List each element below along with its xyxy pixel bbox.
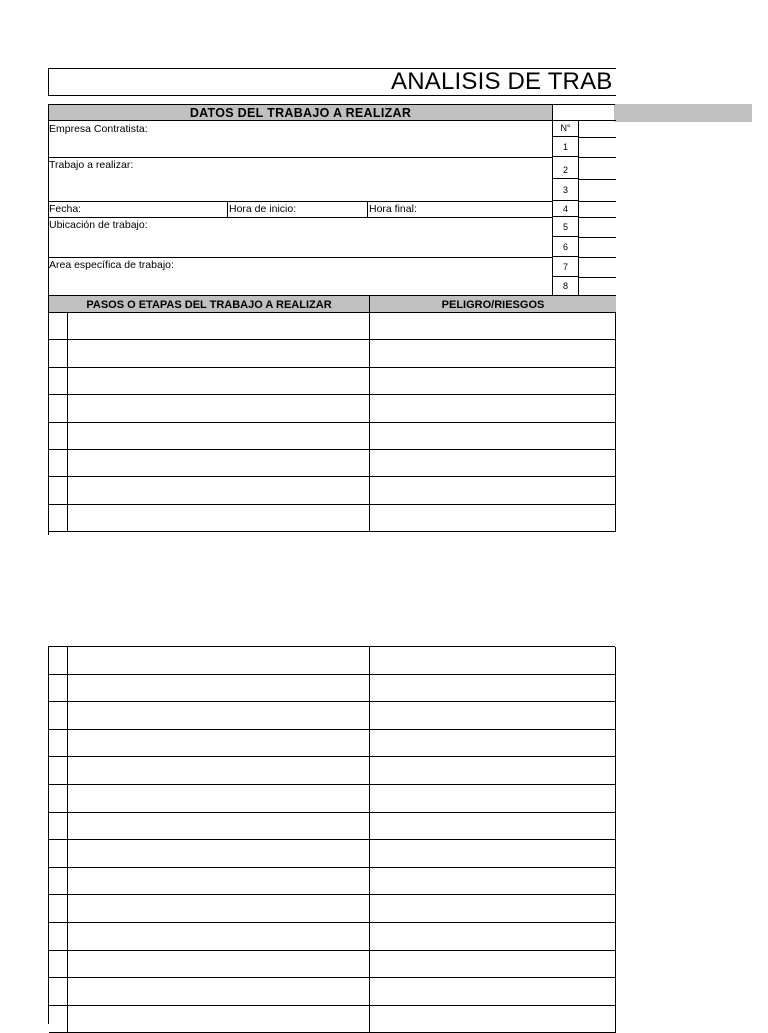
- row-number-cell[interactable]: [49, 923, 68, 950]
- area-label: Area específica de trabajo:: [49, 259, 174, 271]
- step-cell[interactable]: [68, 702, 370, 729]
- num-cell: 7: [552, 257, 578, 277]
- row-number-cell[interactable]: [49, 450, 68, 476]
- risk-cell[interactable]: [370, 978, 616, 1005]
- risk-cell[interactable]: [370, 313, 616, 339]
- step-cell[interactable]: [68, 450, 370, 476]
- divider: [578, 237, 616, 238]
- risk-cell[interactable]: [370, 868, 616, 895]
- row-number-cell[interactable]: [49, 313, 68, 339]
- table-row: [49, 450, 616, 477]
- num-cell: 4: [552, 201, 578, 217]
- row-number-cell[interactable]: [49, 813, 68, 840]
- divider: [578, 277, 616, 278]
- step-cell[interactable]: [68, 340, 370, 366]
- num-cell: 2: [552, 157, 578, 179]
- empresa-label: Empresa Contratista:: [49, 123, 148, 135]
- step-cell[interactable]: [68, 923, 370, 950]
- table-row: [49, 1006, 616, 1033]
- risk-cell[interactable]: [370, 647, 616, 674]
- table-row: [49, 477, 616, 504]
- row-number-cell[interactable]: [49, 895, 68, 922]
- step-cell[interactable]: [68, 647, 370, 674]
- risk-cell[interactable]: [370, 923, 616, 950]
- step-cell[interactable]: [68, 1006, 370, 1033]
- table-row: [49, 895, 616, 923]
- step-cell[interactable]: [68, 423, 370, 449]
- hora-final-label: Hora final:: [369, 203, 417, 215]
- row-number-cell[interactable]: [49, 675, 68, 702]
- step-cell[interactable]: [68, 895, 370, 922]
- table-row: [49, 730, 616, 758]
- steps-table: [48, 295, 615, 535]
- table-row: [49, 340, 616, 367]
- divider: [578, 257, 616, 258]
- risk-cell[interactable]: [370, 450, 616, 476]
- divider: [578, 137, 616, 138]
- row-number-cell[interactable]: [49, 730, 68, 757]
- table-row: [49, 951, 616, 979]
- steps-table-continued: [48, 646, 615, 1024]
- row-number-cell[interactable]: [49, 423, 68, 449]
- row-number-cell[interactable]: [49, 395, 68, 421]
- divider: [578, 217, 616, 218]
- row-number-cell[interactable]: [49, 340, 68, 366]
- table-row: [49, 647, 616, 675]
- risk-cell[interactable]: [370, 340, 616, 366]
- step-cell[interactable]: [68, 395, 370, 421]
- step-cell[interactable]: [68, 868, 370, 895]
- ubicacion-label: Ubicación de trabajo:: [49, 219, 148, 231]
- divider: [578, 121, 579, 296]
- risk-cell[interactable]: [370, 730, 616, 757]
- step-cell[interactable]: [68, 368, 370, 394]
- step-cell[interactable]: [68, 477, 370, 503]
- table-row: [49, 868, 616, 896]
- divider: [578, 157, 616, 158]
- risk-cell[interactable]: [370, 675, 616, 702]
- document-title: ANALISIS DE TRAB: [391, 68, 613, 95]
- step-cell[interactable]: [68, 978, 370, 1005]
- risk-cell[interactable]: [370, 1006, 616, 1033]
- table-row: [49, 757, 616, 785]
- divider: [578, 179, 616, 180]
- risk-cell[interactable]: [370, 813, 616, 840]
- num-cell: 8: [552, 277, 578, 296]
- datos-header: DATOS DEL TRABAJO A REALIZAR: [49, 105, 552, 121]
- table-row: [49, 675, 616, 703]
- table-row: [49, 505, 616, 532]
- row-number-cell[interactable]: [49, 477, 68, 503]
- title-box: [48, 68, 616, 96]
- divider: [49, 157, 552, 158]
- num-header: N°: [552, 121, 578, 137]
- divider: [227, 201, 228, 217]
- table-row: [49, 978, 616, 1006]
- fecha-label: Fecha:: [49, 203, 82, 215]
- row-number-cell[interactable]: [49, 757, 68, 784]
- step-cell[interactable]: [68, 313, 370, 339]
- row-number-cell[interactable]: [49, 951, 68, 978]
- num-cell: 1: [552, 137, 578, 157]
- step-cell[interactable]: [68, 675, 370, 702]
- num-cell: 5: [552, 217, 578, 237]
- step-cell[interactable]: [68, 840, 370, 867]
- table-row: [49, 813, 616, 841]
- table-row: [49, 840, 616, 868]
- risk-cell[interactable]: [370, 757, 616, 784]
- divider: [49, 201, 552, 202]
- step-cell[interactable]: [68, 785, 370, 812]
- risk-cell[interactable]: [370, 895, 616, 922]
- row-number-cell[interactable]: [49, 978, 68, 1005]
- row-number-cell[interactable]: [49, 785, 68, 812]
- row-number-cell[interactable]: [49, 702, 68, 729]
- datos-right-header: [552, 105, 616, 121]
- row-number-cell[interactable]: [49, 647, 68, 674]
- table-row: [49, 785, 616, 813]
- divider: [49, 217, 552, 218]
- risk-cell[interactable]: [370, 951, 616, 978]
- divider: [578, 201, 616, 202]
- row-number-cell[interactable]: [49, 505, 68, 531]
- hora-inicio-label: Hora de inicio:: [229, 203, 297, 215]
- risk-cell[interactable]: [370, 395, 616, 421]
- header-shading-bar: [614, 104, 752, 122]
- row-number-cell[interactable]: [49, 868, 68, 895]
- step-cell[interactable]: [68, 951, 370, 978]
- table-row: [49, 368, 616, 395]
- divider: [367, 201, 368, 217]
- row-number-cell[interactable]: [49, 368, 68, 394]
- step-cell[interactable]: [68, 730, 370, 757]
- risk-cell[interactable]: [370, 505, 616, 531]
- col-header-pasos: PASOS O ETAPAS DEL TRABAJO A REALIZAR: [49, 295, 370, 313]
- row-number-cell[interactable]: [49, 1006, 68, 1033]
- risk-cell[interactable]: [370, 368, 616, 394]
- row-number-cell[interactable]: [49, 840, 68, 867]
- num-cell: 3: [552, 179, 578, 201]
- risk-cell[interactable]: [370, 785, 616, 812]
- table-row: [49, 423, 616, 450]
- num-cell: 6: [552, 237, 578, 257]
- table-row: [49, 923, 616, 951]
- table-row: [49, 702, 616, 730]
- divider: [49, 257, 552, 258]
- step-cell[interactable]: [68, 505, 370, 531]
- risk-cell[interactable]: [370, 840, 616, 867]
- step-cell[interactable]: [68, 813, 370, 840]
- datos-section: [48, 104, 615, 295]
- trabajo-label: Trabajo a realizar:: [49, 159, 134, 171]
- risk-cell[interactable]: [370, 702, 616, 729]
- table-row: [49, 395, 616, 422]
- risk-cell[interactable]: [370, 477, 616, 503]
- step-cell[interactable]: [68, 757, 370, 784]
- col-header-peligro: PELIGRO/RIESGOS: [370, 295, 616, 313]
- risk-cell[interactable]: [370, 423, 616, 449]
- table-row: [49, 313, 616, 340]
